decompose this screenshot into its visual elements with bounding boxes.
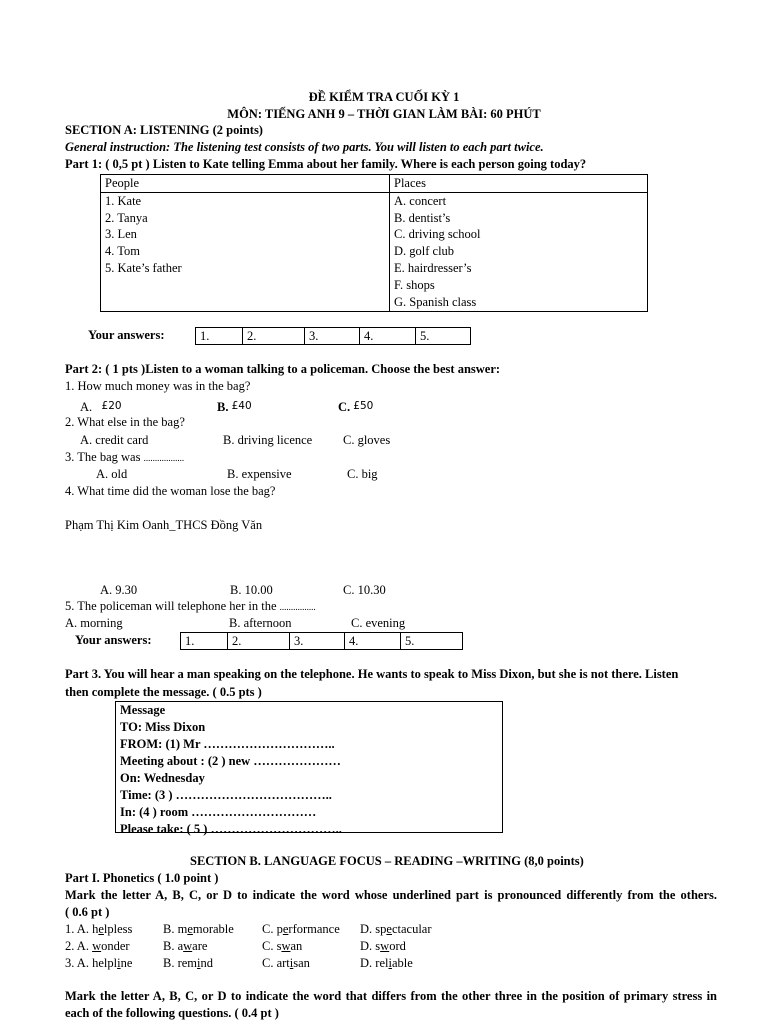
answer-cell-1[interactable]: 1. <box>181 633 228 650</box>
option-2d: D. sword <box>360 939 406 953</box>
q5-option-b: B. afternoon <box>229 616 292 630</box>
part1-answer-grid <box>195 327 471 345</box>
message-form <box>115 701 503 836</box>
people-column-header: People <box>101 175 390 193</box>
option-2a: 2. A. wonder <box>65 939 130 953</box>
message-title: Message <box>120 703 166 717</box>
q3-option-c: C. big <box>347 467 378 481</box>
option-2c: C. swan <box>262 939 303 953</box>
page-footer-note: Phạm Thị Kim Oanh_THCS Đồng Văn <box>65 518 263 532</box>
general-instruction: General instruction: The listening test consists of two parts. You will listen to each part twice. <box>65 140 544 154</box>
phonetics-instruction-1: Mark the letter A, B, C, or D to indicate the word whose underlined part is pronounced differently from the others. <box>65 888 717 902</box>
list-item: D. golf club <box>394 244 455 259</box>
part2-question-1: 1. How much money was in the bag? <box>65 379 251 393</box>
option-1d: D. spectacular <box>360 922 432 936</box>
list-item: 1. Kate <box>105 193 142 208</box>
q2-option-b: B. driving licence <box>223 433 313 447</box>
option-3d: D. reliable <box>360 956 413 970</box>
message-meeting-line[interactable]: Meeting about : (2 ) new ………………… <box>120 754 341 768</box>
answer-cell-3[interactable]: 3. <box>290 633 345 650</box>
exam-subtitle: MÔN: TIẾNG ANH 9 – THỜI GIAN LÀM BÀI: 60 PHÚT <box>227 107 541 121</box>
answer-cell-4[interactable]: 4. <box>345 633 401 650</box>
places-column-header: Places <box>394 176 426 190</box>
message-from-line[interactable]: FROM: (1) Mr ………………………….. <box>120 737 335 751</box>
section-a-heading: SECTION A: LISTENING (2 points) <box>65 123 263 137</box>
q1-option-c: C. £50 <box>338 400 374 414</box>
option-1c: C. performance <box>262 922 340 936</box>
answer-cell-3[interactable]: 3. <box>305 328 360 345</box>
list-item: F. shops <box>394 277 435 292</box>
exam-title: ĐỀ KIỂM TRA CUỐI KỲ 1 <box>308 90 460 104</box>
list-item: E. hairdresser’s <box>394 260 472 275</box>
part2-answer-grid <box>180 632 463 650</box>
q4-option-a: A. 9.30 <box>100 583 138 597</box>
message-time-line[interactable]: Time: (3 ) ……………………………….. <box>120 788 332 802</box>
q1-option-b: B. £40 <box>217 400 252 414</box>
list-item: B. dentist’s <box>394 210 451 225</box>
part2-question-3: 3. The bag was .................. <box>65 450 185 464</box>
people-places-table <box>100 174 648 312</box>
list-item: 3. Len <box>105 227 137 242</box>
q2-option-a: A. credit card <box>80 433 149 447</box>
phonetics-heading: Part I. Phonetics ( 1.0 point ) <box>65 871 219 885</box>
answer-cell-2[interactable]: 2. <box>243 328 305 345</box>
part2-question-2: 2. What else in the bag? <box>65 415 185 429</box>
option-3c: C. artisan <box>262 956 310 970</box>
list-item: 2. Tanya <box>105 210 148 225</box>
q4-option-c: C. 10.30 <box>343 583 386 597</box>
section-b-heading: SECTION B. LANGUAGE FOCUS – READING –WRITING (8,0 points) <box>190 854 584 868</box>
list-item: A. concert <box>394 193 447 208</box>
list-item: C. driving school <box>394 227 481 242</box>
part3-heading-line2: then complete the message. ( 0.5 pts ) <box>65 685 262 699</box>
q5-option-c: C. evening <box>351 616 406 630</box>
q4-option-b: B. 10.00 <box>230 583 273 597</box>
part3-heading-line1: Part 3. You will hear a man speaking on the telephone. He wants to speak to Miss Dixon, but she is not there. Listen <box>65 667 679 681</box>
list-item: G. Spanish class <box>394 294 477 309</box>
option-2b: B. aware <box>163 939 208 953</box>
q2-option-c: C. gloves <box>343 433 391 447</box>
option-1b: B. memorable <box>163 922 234 936</box>
part2-heading: Part 2: ( 1 pts )Listen to a woman talking to a policeman. Choose the best answer: <box>65 362 501 376</box>
answer-cell-5[interactable]: 5. <box>401 633 463 650</box>
part1-answers-label: Your answers: <box>88 328 165 342</box>
message-please-take-line[interactable]: Please take: ( 5 ) ………………………….. <box>120 822 342 836</box>
places-list <box>390 192 648 311</box>
option-3b: B. remind <box>163 956 214 970</box>
q5-option-a: A. morning <box>65 616 123 630</box>
message-in-line[interactable]: In: (4 ) room ………………………… <box>120 805 317 819</box>
people-list <box>101 192 390 311</box>
part2-question-5: 5. The policeman will telephone her in the ................ <box>65 599 316 613</box>
option-3a: 3. A. helpline <box>65 956 133 970</box>
stress-instruction-line2: each of the following questions. ( 0.4 pt ) <box>65 1006 279 1020</box>
phonetics-instruction-1-points: ( 0.6 pt ) <box>65 905 110 919</box>
option-1a: 1. A. helpless <box>65 922 133 936</box>
answer-cell-4[interactable]: 4. <box>360 328 416 345</box>
list-item: 4. Tom <box>105 244 141 259</box>
q3-option-b: B. expensive <box>227 467 292 481</box>
part2-question-4: 4. What time did the woman lose the bag? <box>65 484 276 498</box>
list-item: 5. Kate’s father <box>105 260 182 275</box>
answer-cell-2[interactable]: 2. <box>228 633 290 650</box>
answer-cell-1[interactable]: 1. <box>196 328 243 345</box>
q1-option-a: A. £20 <box>80 400 122 414</box>
part1-heading: Part 1: ( 0,5 pt ) Listen to Kate telling Emma about her family. Where is each person going today? <box>65 157 587 171</box>
part2-answers-label: Your answers: <box>75 633 152 647</box>
q3-option-a: A. old <box>96 467 128 481</box>
message-to-line: TO: Miss Dixon <box>120 720 206 734</box>
message-on-line: On: Wednesday <box>120 771 205 785</box>
answer-cell-5[interactable]: 5. <box>416 328 471 345</box>
stress-instruction-line1: Mark the letter A, B, C, or D to indicate the word that differs from the other three in the position of primary stress in <box>65 989 717 1003</box>
